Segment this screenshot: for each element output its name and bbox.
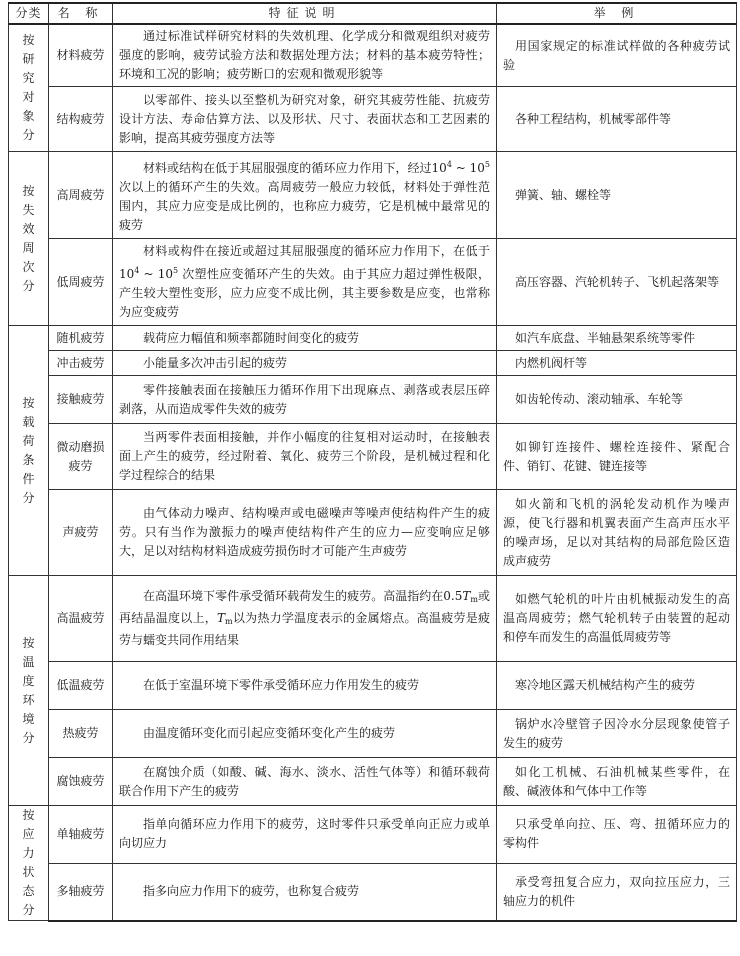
fatigue-description: 由气体动力噪声、结构噪声或电磁噪声等噪声使结构件产生的疲劳。只有当作为激振力的噪声使结构件产生的应力—应变响应足够大，足以对结构材料造成疲劳损伤时才可能产生声疲劳 (113, 490, 497, 576)
fatigue-description: 在腐蚀介质（如酸、碱、海水、淡水、活性气体等）和循环载荷联合作用下产生的疲劳 (113, 758, 497, 806)
table-row (9, 24, 737, 87)
fatigue-example: 高压容器、汽轮机转子、飞机起落架等 (497, 239, 737, 326)
fatigue-name: 结构疲劳 (49, 87, 113, 152)
fatigue-description: 零件接触表面在接触压力循环作用下出现麻点、剥落或表层压碎剥落，从而造成零件失效的疲劳 (113, 376, 497, 424)
fatigue-name: 腐蚀疲劳 (49, 758, 113, 806)
header-category: 分类 (9, 3, 49, 24)
table-row (9, 806, 737, 864)
table-row (9, 758, 737, 806)
fatigue-name: 冲击疲劳 (49, 351, 113, 376)
category-label: 按温度环境分 (9, 576, 49, 806)
table-row (9, 490, 737, 576)
table-row (9, 351, 737, 376)
fatigue-name: 热疲劳 (49, 710, 113, 758)
fatigue-example: 各种工程结构，机械零部件等 (497, 87, 737, 152)
fatigue-description: 材料或结构在低于其屈服强度的循环应力作用下，经过$10^4$ ~ $10^5$ 次以上的循环产生的失效。高周疲劳一般应力较低，材料处于弹性范围内，其应力应变是成比例的，也称应力疲劳，它是机械中最常见的疲劳 (113, 152, 497, 239)
table-row (9, 710, 737, 758)
table-row (9, 576, 737, 662)
table-row (9, 87, 737, 152)
fatigue-description: 在低于室温环境下零件承受循环应力作用发生的疲劳 (113, 662, 497, 710)
fatigue-description: 小能量多次冲击引起的疲劳 (113, 351, 497, 376)
category-label: 按失效周次分 (9, 152, 49, 326)
fatigue-example: 如齿轮传动、滚动轴承、车轮等 (497, 376, 737, 424)
table-row (9, 326, 737, 351)
fatigue-description: 指多向应力作用下的疲劳，也称复合疲劳 (113, 863, 497, 921)
fatigue-description: 当两零件表面相接触，并作小幅度的往复相对运动时，在接触表面上产生的疲劳，经过附着、氧化、疲劳三个阶段，是机械过程和化学过程综合的结果 (113, 424, 497, 490)
fatigue-example: 承受弯扭复合应力，双向拉压应力，三轴应力的机件 (497, 863, 737, 921)
fatigue-example: 如铆钉连接件、螺栓连接件、紧配合件、销钉、花键、键连接等 (497, 424, 737, 490)
header-example: 举 例 (497, 3, 737, 24)
fatigue-name: 多轴疲劳 (49, 863, 113, 921)
fatigue-example: 内燃机阀杆等 (497, 351, 737, 376)
fatigue-name: 低周疲劳 (49, 239, 113, 326)
fatigue-example: 只承受单向拉、压、弯、扭循环应力的零构件 (497, 806, 737, 864)
fatigue-example: 如火箭和飞机的涡轮发动机作为噪声源，使飞行器和机翼表面产生高声压水平的噪声场，足以对其结构的局部危险区造成声疲劳 (497, 490, 737, 576)
fatigue-name: 随机疲劳 (49, 326, 113, 351)
category-label: 按载荷条件分 (9, 326, 49, 576)
fatigue-example: 用国家规定的标准试样做的各种疲劳试验 (497, 24, 737, 87)
table-row (9, 424, 737, 490)
fatigue-name: 低温疲劳 (49, 662, 113, 710)
fatigue-description: 由温度循环变化而引起应变循环变化产生的疲劳 (113, 710, 497, 758)
header-description: 特征说明 (113, 3, 497, 24)
table-row (9, 239, 737, 326)
table-row (9, 863, 737, 921)
fatigue-description: 材料或构件在接近或超过其屈服强度的循环应力作用下，在低于$10^4$ ~ $10^5$ 次塑性应变循环产生的失效。由于其应力超过弹性极限，产生较大塑性变形，应力应变不成比例，其主要参数是应变，也常称为应变疲劳 (113, 239, 497, 326)
fatigue-name: 高温疲劳 (49, 576, 113, 662)
fatigue-example: 如汽车底盘、半轴悬架系统等零件 (497, 326, 737, 351)
fatigue-example: 如燃气轮机的叶片由机械振动发生的高温高周疲劳；燃气轮机转子由装置的起动和停车而发生的高温低周疲劳等 (497, 576, 737, 662)
fatigue-name: 微动磨损疲劳 (49, 424, 113, 490)
fatigue-description: 通过标准试样研究材料的失效机理、化学成分和微观组织对疲劳强度的影响，疲劳试验方法和数据处理方法；材料的基本疲劳特性；环境和工况的影响；疲劳断口的宏观和微观形貌等 (113, 24, 497, 87)
header-name: 名 称 (49, 3, 113, 24)
fatigue-example: 寒冷地区露天机械结构产生的疲劳 (497, 662, 737, 710)
table-row (9, 376, 737, 424)
fatigue-description: 在高温环境下零件承受循环载荷发生的疲劳。高温指约在$0.5T_m$或再结晶温度以上，$T_m$以为热力学温度表示的金属熔点。高温疲劳是疲劳与蠕变共同作用结果 (113, 576, 497, 662)
fatigue-name: 声疲劳 (49, 490, 113, 576)
category-label: 按研究对象分 (9, 24, 49, 152)
fatigue-example: 弹簧、轴、螺栓等 (497, 152, 737, 239)
table-row (9, 662, 737, 710)
fatigue-description: 载荷应力幅值和频率都随时间变化的疲劳 (113, 326, 497, 351)
fatigue-name: 材料疲劳 (49, 24, 113, 87)
table-row (9, 152, 737, 239)
category-label: 按应力状态分 (9, 806, 49, 921)
fatigue-name: 单轴疲劳 (49, 806, 113, 864)
fatigue-description: 以零部件、接头以至整机为研究对象，研究其疲劳性能、抗疲劳设计方法、寿命估算方法、以及形状、尺寸、表面状态和工艺因素的影响，提高其疲劳强度方法等 (113, 87, 497, 152)
fatigue-name: 接触疲劳 (49, 376, 113, 424)
fatigue-name: 高周疲劳 (49, 152, 113, 239)
fatigue-example: 如化工机械、石油机械某些零件，在酸、碱液体和气体中工作等 (497, 758, 737, 806)
fatigue-classification-table (8, 2, 737, 922)
fatigue-example: 锅炉水冷壁管子因冷水分层现象使管子发生的疲劳 (497, 710, 737, 758)
fatigue-description: 指单向循环应力作用下的疲劳，这时零件只承受单向正应力或单向切应力 (113, 806, 497, 864)
header-row (9, 3, 737, 24)
